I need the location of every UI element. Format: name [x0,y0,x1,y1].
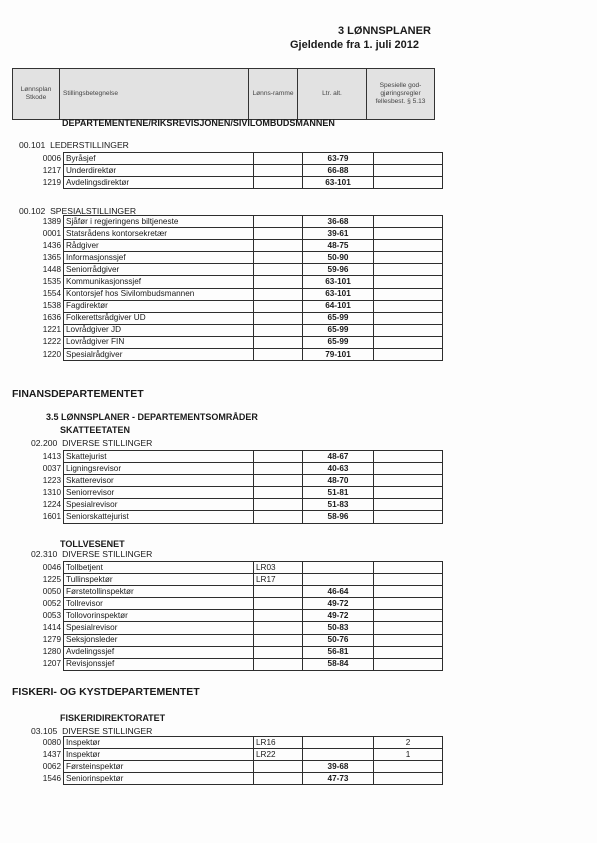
position-title: Seniorskattejurist [64,511,254,523]
position-title: Avdelingsdirektør [64,177,254,189]
salary-range: 39-68 [303,761,374,773]
position-title: Byråsjef [64,153,254,165]
position-code: 1365 [42,252,61,262]
special-rule [374,300,443,312]
salary-range: 65-99 [303,312,374,324]
table-row [15,312,443,324]
position-title: Kommunikasjonssjef [64,276,254,288]
salary-range: 63-101 [303,177,374,189]
table-row [15,598,443,610]
table-row [15,586,443,598]
salary-frame [254,511,303,523]
position-title: Fagdirektør [64,300,254,312]
position-title: Førstetollinspektør [64,586,254,598]
table-row [15,276,443,288]
salary-range: 65-99 [303,336,374,348]
position-code: 0053 [42,610,61,620]
special-rule [374,511,443,523]
section-title-tollvesenet: TOLLVESENET [60,539,125,549]
position-code: 1219 [42,177,61,187]
special-rule [374,475,443,487]
group-code: 00.102 [19,206,46,216]
position-title: Avdelingssjef [64,646,254,658]
salary-frame [254,216,303,228]
header-col-ltr: Ltr. alt. [298,69,367,119]
salary-range: 58-96 [303,511,374,523]
special-rule [374,276,443,288]
section-title-lonnsplaner: 3.5 LØNNSPLANER - DEPARTEMENTSOMRÅDER [46,412,258,422]
salary-range: 36-68 [303,216,374,228]
table-row [15,349,443,361]
position-title: Skattejurist [64,451,254,463]
heading-line2: Gjeldende fra 1. juli 2012 [290,39,419,51]
position-code: 0062 [42,761,61,771]
group-code: 00.101 [19,140,46,150]
position-title: Lovrådgiver FIN [64,336,254,348]
salary-frame [254,475,303,487]
section-title-dept: DEPARTEMENTENE/RIKSREVISJONEN/SIVILOMBUDSMANNEN [62,118,335,128]
table-row [15,288,443,300]
position-title: Underdirektør [64,165,254,177]
salary-frame [254,324,303,336]
position-code: 1554 [42,289,61,299]
salary-range: 48-75 [303,240,374,252]
table-row [15,336,443,348]
special-rule [374,463,443,475]
salary-frame [254,586,303,598]
salary-frame: LR17 [254,574,303,586]
table-row [15,749,443,761]
position-title: Kontorsjef hos Sivilombudsmannen [64,288,254,300]
position-title: Tollbetjent [64,562,254,574]
position-code: 1636 [42,313,61,323]
position-code: 1225 [42,574,61,584]
salary-frame [254,658,303,670]
position-code: 1535 [42,277,61,287]
salary-frame [254,463,303,475]
position-code: 0037 [42,463,61,473]
group-code: 02.200 [31,438,58,448]
special-rule [374,324,443,336]
special-rule [374,240,443,252]
table-row [15,165,443,177]
section-title-fiskeridir: FISKERIDIREKTORATET [60,713,166,723]
position-title: Seniorinspektør [64,773,254,785]
group-code: 03.105 [31,726,58,736]
position-code: 1220 [42,349,61,359]
salary-frame [254,610,303,622]
position-code: 1224 [42,499,61,509]
header-col-special: Spesielle god-gjøringsregler fellesbest. § 5.13 [375,82,426,105]
position-code: 1222 [42,337,61,347]
position-code: 1538 [42,301,61,311]
salary-range: 65-99 [303,324,374,336]
position-title: Statsrådens kontorsekretær [64,228,254,240]
salary-table [15,152,443,189]
salary-frame: LR16 [254,737,303,749]
section-title-fiskeri: FISKERI- OG KYSTDEPARTEMENTET [12,686,200,698]
table-row [15,240,443,252]
salary-range: 79-101 [303,349,374,361]
position-code: 1280 [42,647,61,657]
table-row [15,463,443,475]
table-row [15,574,443,586]
position-code: 1279 [42,635,61,645]
position-title: Rådgiver [64,240,254,252]
table-row [15,511,443,523]
position-code: 1448 [42,264,61,274]
salary-frame [254,228,303,240]
position-title: Førsteinspektør [64,761,254,773]
special-rule [374,658,443,670]
header-col-frame: Lønns-ramme [249,69,298,119]
special-rule [374,165,443,177]
position-code: 0006 [42,153,61,163]
position-code: 1223 [42,475,61,485]
position-title: Spesialrevisor [64,499,254,511]
special-rule [374,216,443,228]
salary-range: 64-101 [303,300,374,312]
special-rule [374,288,443,300]
table-row [15,264,443,276]
salary-frame [254,300,303,312]
salary-range: 66-88 [303,165,374,177]
salary-range: 50-83 [303,622,374,634]
salary-range: 63-79 [303,153,374,165]
salary-frame [254,165,303,177]
position-code: 1414 [42,623,61,633]
special-rule: 1 [374,749,443,761]
group-title: DIVERSE STILLINGER [62,438,153,448]
table-row [15,646,443,658]
table-header [12,68,435,120]
special-rule [374,761,443,773]
position-title: Spesialrådgiver [64,349,254,361]
salary-range: 56-81 [303,646,374,658]
salary-table [15,736,443,785]
position-code: 1413 [42,451,61,461]
group-code: 02.310 [31,549,58,559]
salary-range [303,574,374,586]
table-row [15,658,443,670]
position-code: 1389 [42,216,61,226]
special-rule [374,177,443,189]
table-row [15,622,443,634]
table-row [15,773,443,785]
position-title: Seniorrevisor [64,487,254,499]
salary-frame [254,499,303,511]
salary-range: 58-84 [303,658,374,670]
salary-frame [254,349,303,361]
salary-frame [254,288,303,300]
special-rule [374,349,443,361]
salary-range: 59-96 [303,264,374,276]
special-rule: 2 [374,737,443,749]
salary-frame [254,153,303,165]
salary-frame [254,264,303,276]
position-code: 1221 [42,325,61,335]
salary-frame [254,761,303,773]
special-rule [374,252,443,264]
position-code: 0050 [42,586,61,596]
salary-range: 63-101 [303,276,374,288]
salary-frame [254,252,303,264]
position-title: Ligningsrevisor [64,463,254,475]
salary-range: 39-61 [303,228,374,240]
position-code: 1437 [42,749,61,759]
salary-range: 48-67 [303,451,374,463]
position-code: 1310 [42,487,61,497]
table-row [15,228,443,240]
position-code: 1207 [42,659,61,669]
table-row [15,487,443,499]
table-row [15,562,443,574]
special-rule [374,586,443,598]
position-title: Informasjonssjef [64,252,254,264]
special-rule [374,622,443,634]
table-row [15,737,443,749]
salary-frame [254,622,303,634]
salary-frame: LR22 [254,749,303,761]
salary-table [15,215,443,361]
position-title: Tollrevisor [64,598,254,610]
position-title: Inspektør [64,737,254,749]
salary-frame [254,634,303,646]
special-rule [374,598,443,610]
position-code: 0052 [42,598,61,608]
table-row [15,300,443,312]
group-heading [19,140,129,150]
group-heading [31,726,152,736]
salary-frame: LR03 [254,562,303,574]
special-rule [374,487,443,499]
salary-table [15,561,443,671]
position-code: 0001 [42,228,61,238]
table-row [15,475,443,487]
special-rule [374,228,443,240]
section-title-fin: FINANSDEPARTEMENTET [12,388,144,400]
salary-range: 46-64 [303,586,374,598]
table-row [15,252,443,264]
salary-range: 40-63 [303,463,374,475]
salary-range [303,737,374,749]
salary-frame [254,773,303,785]
table-row [15,610,443,622]
position-title: Folkerettsrådgiver UD [64,312,254,324]
table-row [15,499,443,511]
salary-range: 63-101 [303,288,374,300]
group-heading [31,549,152,559]
salary-range: 47-73 [303,773,374,785]
salary-range: 50-90 [303,252,374,264]
salary-range: 51-81 [303,487,374,499]
special-rule [374,336,443,348]
special-rule [374,499,443,511]
position-title: Revisjonssjef [64,658,254,670]
salary-table [15,450,443,524]
position-code: 0046 [42,562,61,572]
position-code: 1601 [42,512,61,522]
special-rule [374,451,443,463]
salary-range: 49-72 [303,610,374,622]
position-title: Lovrådgiver JD [64,324,254,336]
header-col-code: Lønnsplan Stkode [13,69,60,119]
position-code: 1546 [42,773,61,783]
salary-frame [254,276,303,288]
salary-frame [254,646,303,658]
group-heading [31,438,152,448]
table-row [15,216,443,228]
position-title: Sjåfør i regjeringens biltjeneste [64,216,254,228]
group-title: DIVERSE STILLINGER [62,726,153,736]
special-rule [374,562,443,574]
salary-range: 48-70 [303,475,374,487]
table-row [15,451,443,463]
special-rule [374,312,443,324]
special-rule [374,574,443,586]
position-title: Tullinspektør [64,574,254,586]
position-title: Seksjonsleder [64,634,254,646]
group-title: DIVERSE STILLINGER [62,549,153,559]
special-rule [374,646,443,658]
position-title: Spesialrevisor [64,622,254,634]
table-row [15,634,443,646]
salary-range: 49-72 [303,598,374,610]
salary-frame [254,240,303,252]
salary-frame [254,336,303,348]
special-rule [374,153,443,165]
table-row [15,177,443,189]
salary-frame [254,598,303,610]
salary-frame [254,451,303,463]
special-rule [374,773,443,785]
heading-line1: 3 LØNNSPLANER [338,25,431,37]
position-code: 1436 [42,240,61,250]
position-code: 0080 [42,737,61,747]
table-row [15,761,443,773]
position-title: Seniorrådgiver [64,264,254,276]
salary-range: 51-83 [303,499,374,511]
special-rule [374,610,443,622]
special-rule [374,634,443,646]
section-title-skatteetaten: SKATTEETATEN [60,425,130,435]
position-title: Skatterevisor [64,475,254,487]
salary-frame [254,177,303,189]
position-title: Tollovorinspektør [64,610,254,622]
salary-range [303,749,374,761]
position-code: 1217 [42,165,61,175]
salary-range [303,562,374,574]
group-title: LEDERSTILLINGER [50,140,129,150]
salary-frame [254,312,303,324]
salary-range: 50-76 [303,634,374,646]
group-title: SPESIALSTILLINGER [50,206,137,216]
table-row [15,324,443,336]
salary-frame [254,487,303,499]
special-rule [374,264,443,276]
header-col-title: Stillingsbetegnelse [60,69,249,119]
table-row [15,153,443,165]
position-title: Inspektør [64,749,254,761]
